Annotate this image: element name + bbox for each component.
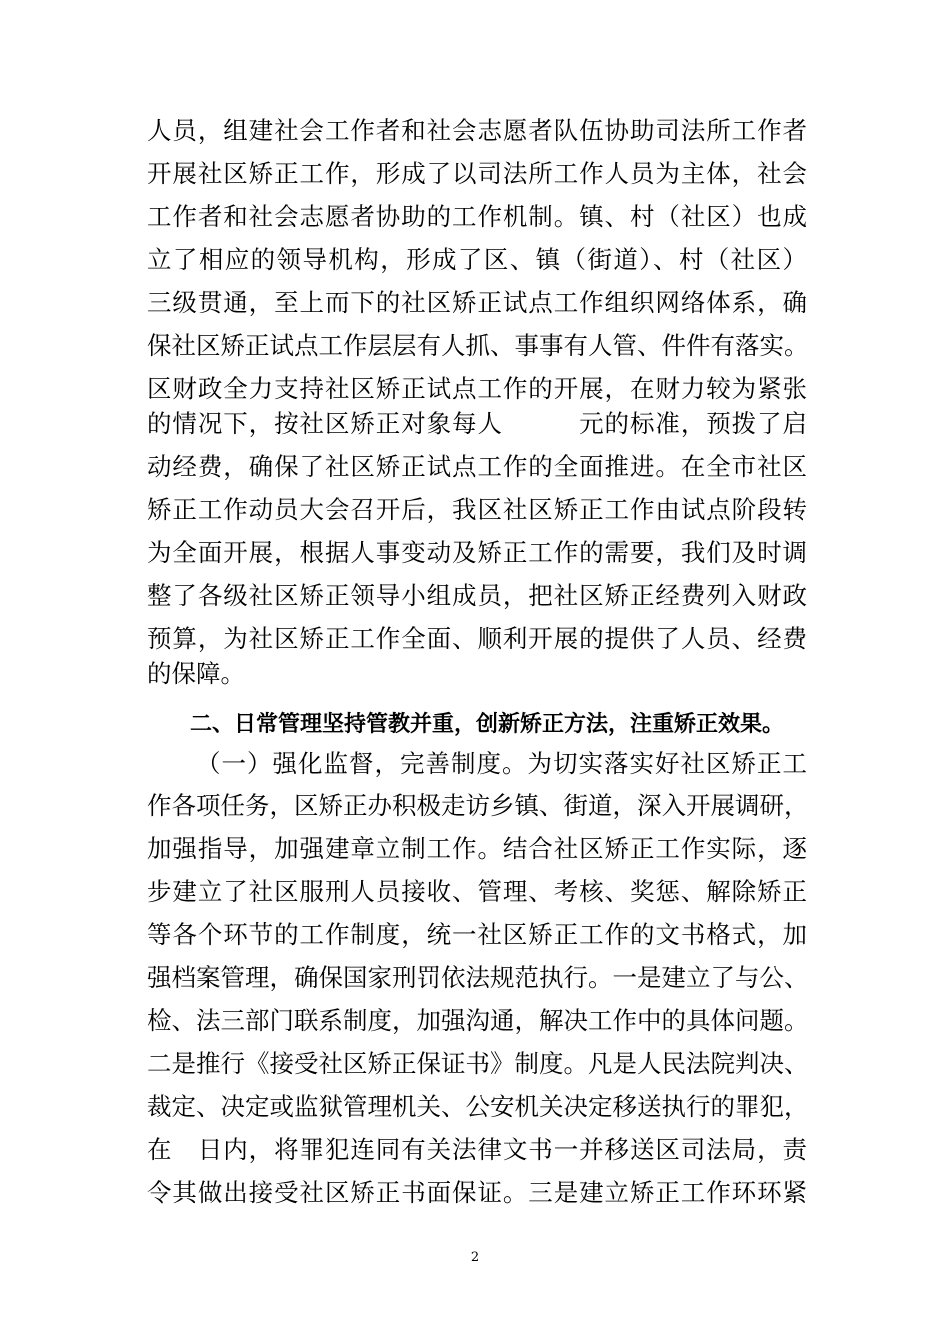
body-text-line: 步建立了社区服刑人员接收、管理、考核、奖惩、解除矫正 bbox=[147, 877, 807, 906]
body-text-line: 作各项任务，区矫正办积极走访乡镇、街道，深入开展调研， bbox=[147, 791, 809, 820]
body-text-line: 整了各级社区矫正领导小组成员，把社区矫正经费列入财政 bbox=[147, 581, 807, 610]
body-text-line: 检、法三部门联系制度，加强沟通，解决工作中的具体问题。 bbox=[147, 1006, 809, 1035]
body-text-line: 的保障。 bbox=[147, 659, 245, 688]
body-text-line: 二是推行《接受社区矫正保证书》制度。凡是人民法院判决、 bbox=[147, 1049, 809, 1078]
body-text-line: 为全面开展，根据人事变动及矫正工作的需要，我们及时调 bbox=[147, 538, 807, 567]
body-text-line: 矫正工作动员大会召开后，我区社区矫正工作由试点阶段转 bbox=[147, 495, 807, 524]
body-text-line: 令其做出接受社区矫正书面保证。三是建立矫正工作环环紧 bbox=[147, 1178, 807, 1207]
body-text-line: 的情况下，按社区矫正对象每人 元的标准，预拨了启 bbox=[147, 409, 807, 438]
body-text-line: 三级贯通，至上而下的社区矫正试点工作组织网络体系，确 bbox=[147, 288, 807, 317]
body-text-line: 在 日内，将罪犯连同有关法律文书一并移送区司法局，责 bbox=[147, 1135, 807, 1164]
body-text-line: 动经费，确保了社区矫正试点工作的全面推进。在全市社区 bbox=[147, 452, 807, 481]
body-text-line: 人员，组建社会工作者和社会志愿者队伍协助司法所工作者 bbox=[147, 116, 807, 145]
body-text-line: 裁定、决定或监狱管理机关、公安机关决定移送执行的罪犯， bbox=[147, 1092, 809, 1121]
body-text-line: 立了相应的领导机构，形成了区、镇（街道）、村（社区） bbox=[147, 245, 807, 274]
body-text-line: 预算，为社区矫正工作全面、顺利开展的提供了人员、经费 bbox=[147, 624, 807, 653]
body-text-line: 开展社区矫正工作，形成了以司法所工作人员为主体，社会 bbox=[147, 159, 807, 188]
body-text-line: （一）强化监督，完善制度。为切实落实好社区矫正工 bbox=[196, 749, 807, 778]
body-text-line: 强档案管理，确保国家刑罚依法规范执行。一是建立了与公、 bbox=[147, 963, 809, 992]
section-heading: 二、日常管理坚持管教并重，创新矫正方法，注重矫正效果。 bbox=[190, 711, 785, 737]
page-number: 2 bbox=[470, 1250, 480, 1265]
body-text-line: 保社区矫正试点工作层层有人抓、事事有人管、件件有落实。 bbox=[147, 331, 809, 360]
body-text-line: 等各个环节的工作制度，统一社区矫正工作的文书格式，加 bbox=[147, 920, 807, 949]
body-text-line: 加强指导，加强建章立制工作。结合社区矫正工作实际，逐 bbox=[147, 834, 807, 863]
body-text-line: 工作者和社会志愿者协助的工作机制。镇、村（社区）也成 bbox=[147, 202, 807, 231]
body-text-line: 区财政全力支持社区矫正试点工作的开展，在财力较为紧张 bbox=[147, 374, 807, 403]
